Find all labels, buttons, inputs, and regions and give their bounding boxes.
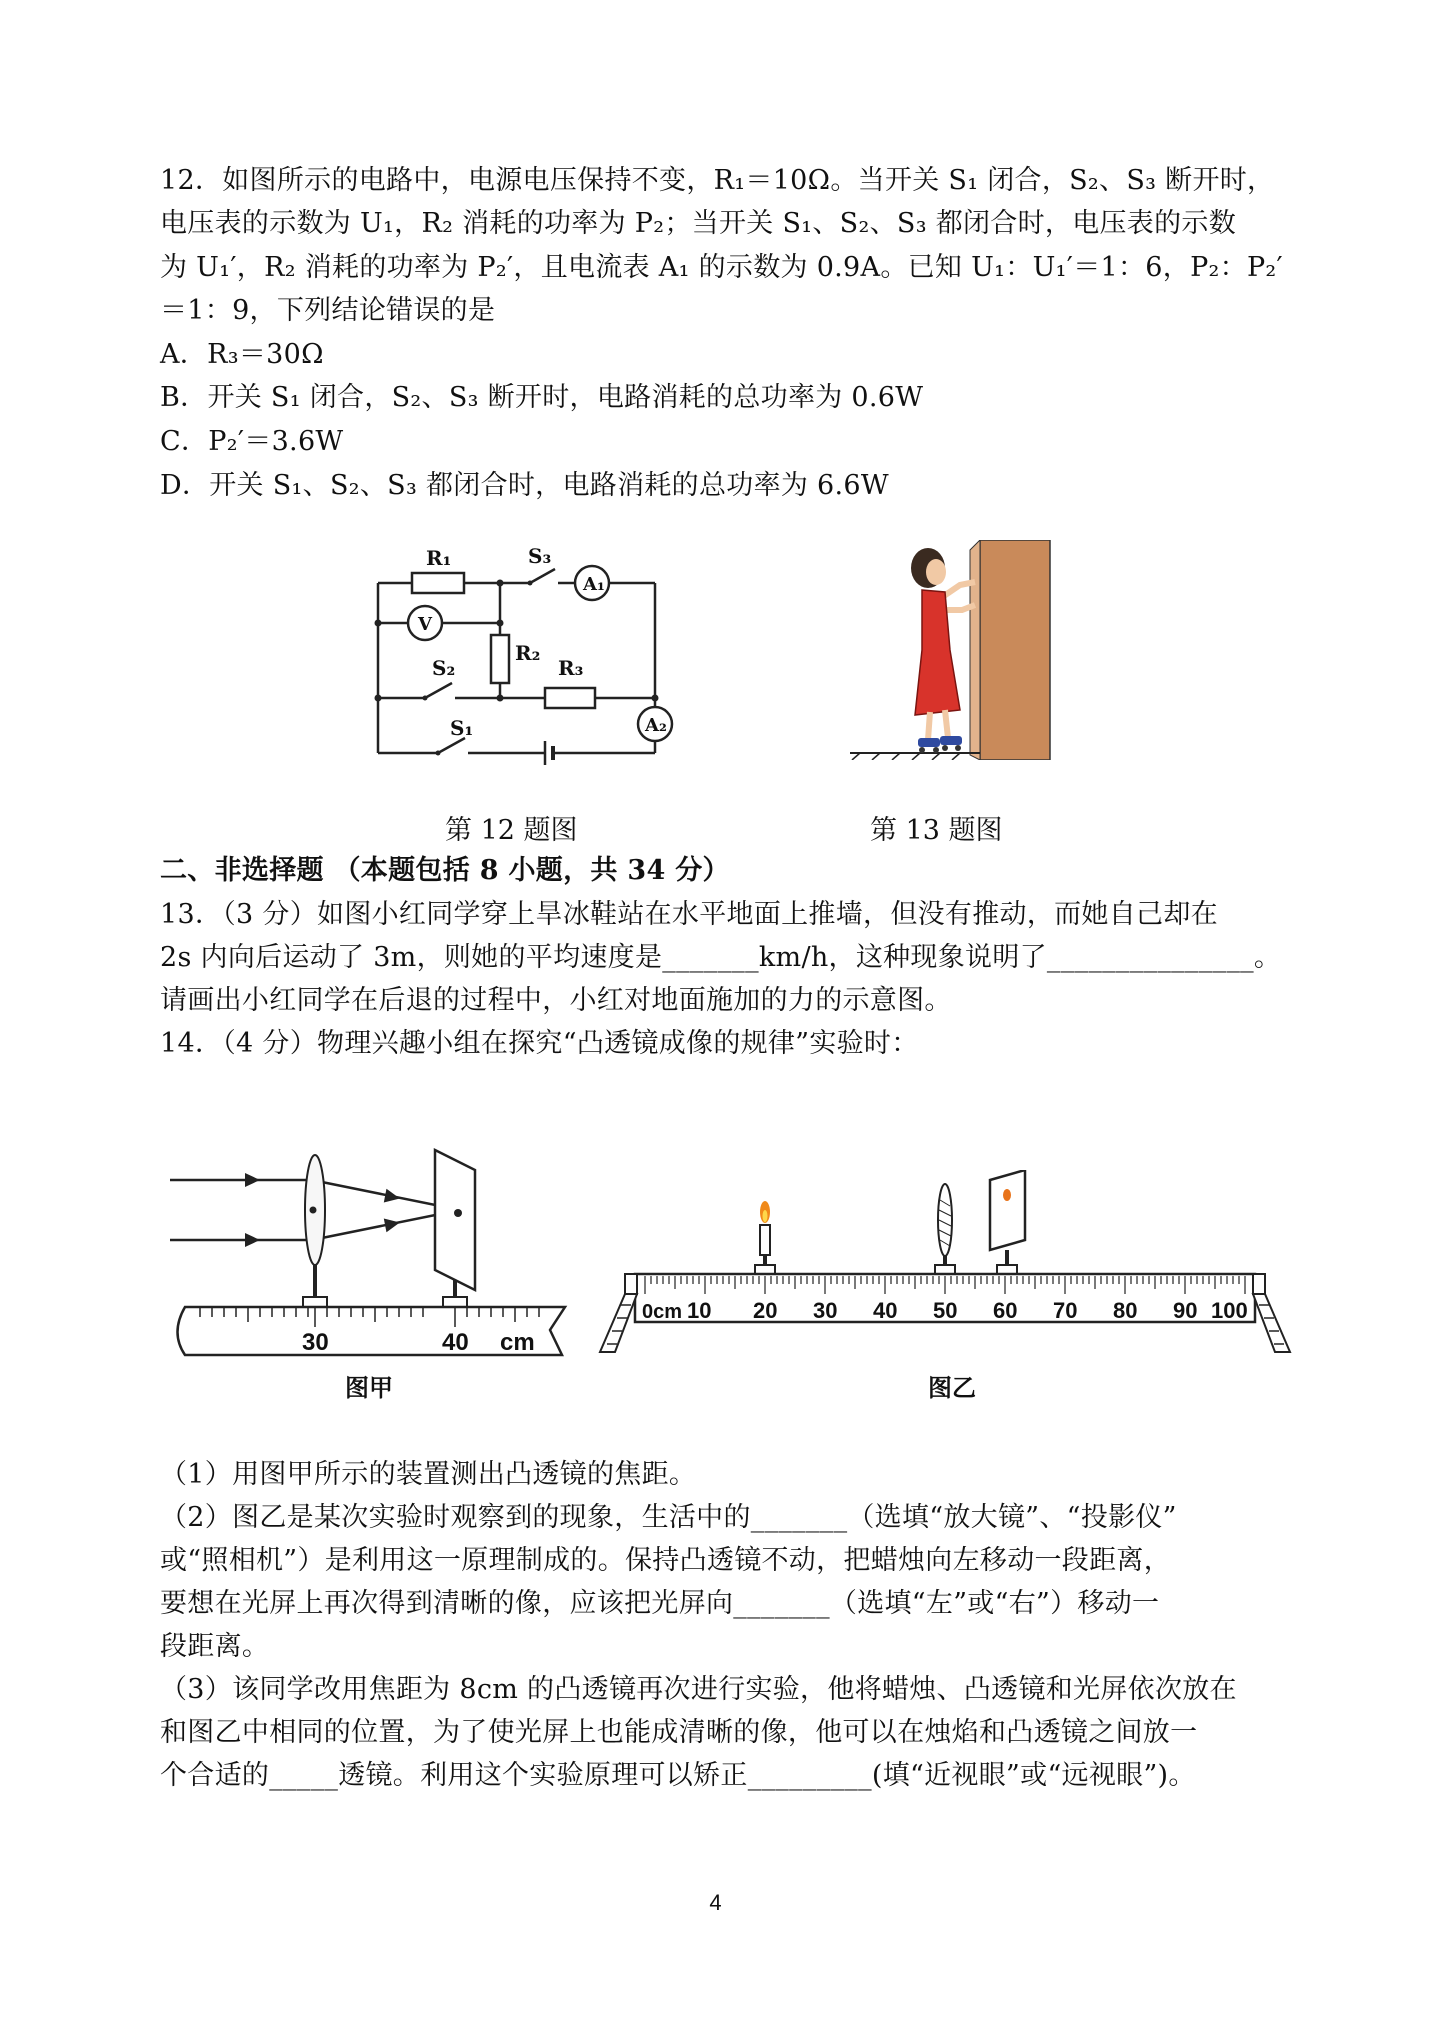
figure-b-tick-80: 80 — [1113, 1298, 1138, 1323]
figure-b-optical-bench — [595, 1170, 1295, 1360]
q12-figure-caption: 第 12 题图 — [445, 815, 578, 846]
s2-label: S₂ — [432, 656, 456, 680]
r2-label: R₂ — [515, 641, 541, 665]
q14-part-2-line-3: 要想在光屏上再次得到清晰的像，应该把光屏向_______（选填“左”或“右”）移动一 — [160, 1588, 1160, 1619]
figure-a-unit: cm — [500, 1329, 535, 1356]
q12-line-3: 为 U₁′，R₂ 消耗的功率为 P₂′，且电流表 A₁ 的示数为 0.9A。已知 U₁：U₁′＝1：6，P₂：P₂′ — [160, 252, 1283, 283]
figure-b-label: 图乙 — [928, 1374, 976, 1402]
q12-option-d: D．开关 S₁、S₂、S₃ 都闭合时，电路消耗的总功率为 6.6W — [160, 470, 889, 501]
figure-a-focal-length — [170, 1125, 570, 1360]
r1-label: R₁ — [426, 546, 452, 570]
q13-line-3: 请画出小红同学在后退的过程中，小红对地面施加的力的示意图。 — [160, 985, 952, 1016]
q14-part-1: （1）用图甲所示的装置测出凸透镜的焦距。 — [160, 1459, 697, 1490]
q14-part-2-line-2: 或“照相机”）是利用这一原理制成的。保持凸透镜不动，把蜡烛向左移动一段距离， — [160, 1545, 1172, 1576]
q14-part-2-line-4: 段距离。 — [160, 1631, 270, 1662]
r2-resistor — [491, 635, 509, 683]
q13-figure-caption: 第 13 题图 — [870, 815, 1003, 846]
girl-pushing-wall-figure — [850, 540, 1060, 760]
q12-option-b: B．开关 S₁ 闭合，S₂、S₃ 断开时，电路消耗的总功率为 0.6W — [160, 382, 924, 413]
figure-b-tick-10: 10 — [687, 1298, 712, 1323]
q12-option-c: C．P₂′＝3.6W — [160, 426, 344, 457]
figure-b-tick-90: 90 — [1173, 1298, 1198, 1323]
s1-label: S₁ — [450, 716, 474, 740]
section-2-title: 二、非选择题 （本题包括 8 小题，共 34 分） — [160, 855, 730, 886]
figure-b-tick-100: 100 — [1211, 1298, 1248, 1323]
a1-label: A₁ — [583, 574, 605, 595]
q12-line-4: ＝1：9，下列结论错误的是 — [160, 295, 496, 326]
q14-part-2-line-1: （2）图乙是某次实验时观察到的现象，生活中的_______（选填“放大镜”、“投影仪” — [160, 1502, 1177, 1533]
q12-line-2: 电压表的示数为 U₁，R₂ 消耗的功率为 P₂；当开关 S₁、S₂、S₃ 都闭合时，电压表的示数 — [160, 208, 1236, 239]
r3-resistor — [545, 688, 595, 708]
page-number: 4 — [709, 1890, 722, 1915]
s3-label: S₃ — [528, 544, 552, 568]
q13-line-1: 13．（3 分）如图小红同学穿上旱冰鞋站在水平地面上推墙，但没有推动，而她自己却在 — [160, 899, 1218, 930]
q14-part-3-line-3: 个合适的_____透镜。利用这个实验原理可以矫正_________(填“近视眼”或“远视眼”)。 — [160, 1760, 1196, 1791]
q14-part-3-line-2: 和图乙中相同的位置，为了使光屏上也能成清晰的像，他可以在烛焰和凸透镜之间放一 — [160, 1717, 1198, 1748]
figure-a-tick-30: 30 — [302, 1329, 329, 1356]
a2-label: A₂ — [645, 715, 667, 736]
figure-b-tick-0: 0cm — [642, 1301, 683, 1323]
r3-label: R₃ — [558, 656, 584, 680]
figure-a-label: 图甲 — [345, 1374, 393, 1402]
figure-b-tick-30: 30 — [813, 1298, 838, 1323]
v-label: V — [418, 614, 432, 635]
q13-line-2: 2s 内向后运动了 3m，则她的平均速度是_______km/h，这种现象说明了_______________。 — [160, 942, 1282, 973]
q14-intro: 14．（4 分）物理兴趣小组在探究“凸透镜成像的规律”实验时： — [160, 1028, 919, 1059]
q14-part-3-line-1: （3）该同学改用焦距为 8cm 的凸透镜再次进行实验，他将蜡烛、凸透镜和光屏依次放在 — [160, 1674, 1237, 1705]
figure-b-tick-40: 40 — [873, 1298, 898, 1323]
figure-b-tick-60: 60 — [993, 1298, 1018, 1323]
figure-a-tick-40: 40 — [442, 1329, 469, 1356]
figure-b-tick-20: 20 — [753, 1298, 778, 1323]
figure-b-tick-70: 70 — [1053, 1298, 1078, 1323]
figure-b-tick-50: 50 — [933, 1298, 958, 1323]
q12-option-a: A．R₃＝30Ω — [160, 339, 324, 370]
circuit-diagram — [370, 535, 690, 770]
r1-resistor — [412, 573, 464, 593]
q12-line-1: 12．如图所示的电路中，电源电压保持不变，R₁＝10Ω。当开关 S₁ 闭合，S₂、S₃ 断开时， — [160, 165, 1275, 196]
